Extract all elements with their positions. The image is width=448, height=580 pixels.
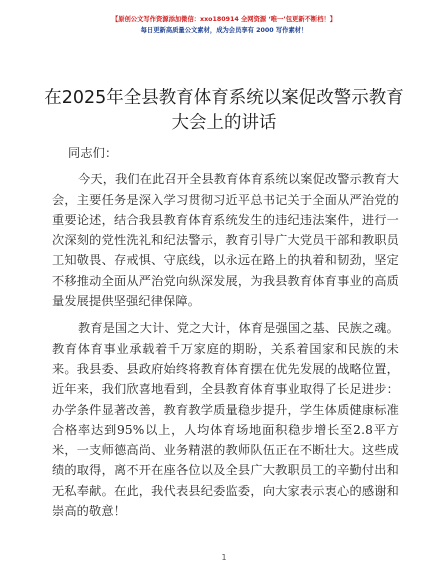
document-title: 在2025年全县教育体育系统以案促改警示教育大会上的讲话 [44,88,404,133]
paragraph-opening: 今天，我们在此召开全县教育体育系统以案促改警示教育大会，主要任务是深入学习贯彻习近平总书记关于全面从严治党的重要论述，结合我县教育体育系统发生的违纪违法案件，进行一次深刻的党性洗礼和纪法警示，教育引导广大党员干部和教职员工知敬畏、存戒惧、守底线，以永远在路上的执着和韧劲，坚定不移推动全面从严治党向纵深发展，为我县教育体育事业的高质量发展提供坚强纪律保障。 [52,172,399,309]
document-body [52,143,399,528]
page-number: 1 [221,553,227,562]
header-banner [60,14,388,36]
salutation: 同志们： [68,146,118,160]
banner-line-promo: 【原创公文写作资源添加微信：xxo180914 全网资源 ‘唯一’包更新不断档！】 [111,16,337,23]
paragraph-achievements: 教育是国之大计、党之大计，体育是强国之基、民族之魂。教育体育事业承载着千万家庭的期盼，关系着国家和民族的未来。我县委、县政府始终将教育体育摆在优先发展的战略位置，近年来，我们欣喜地看到，全县教育体育事业取得了长足进步：办学条件显著改善，教育教学质量稳步提升，学生体质健康标准合格率达到95%以上，人均体育场地面积稳步增长至2.8平方米，一支师德高尚、业务精湛的教师队伍正在不断壮大。这些成绩的取得，离不开在座各位以及全县广大教职员工的辛勤付出和无私奉献。在此，我代表县纪委监委，向大家表示衷心的感谢和崇高的敬意！ [52,321,399,519]
banner-line-update: 每日更新高质量公文素材，成为会员享有 2000 写作素材！ [140,27,308,34]
